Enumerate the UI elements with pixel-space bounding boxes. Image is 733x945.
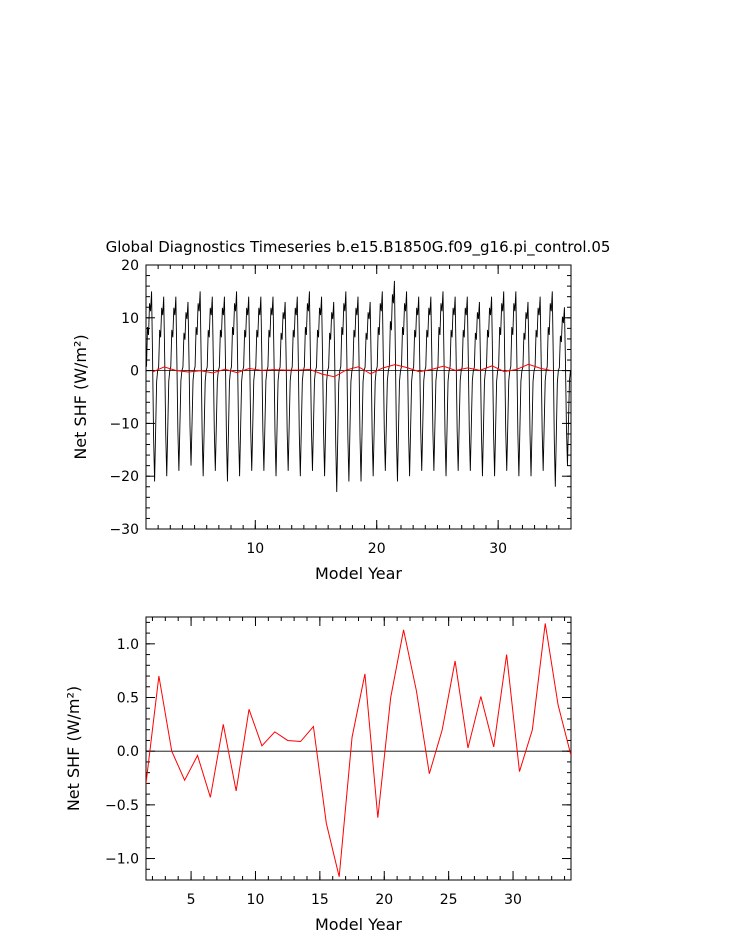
x-tick-label: 5: [186, 892, 196, 908]
x-tick-label: 20: [367, 541, 386, 557]
y-tick-label: −1.0: [105, 851, 139, 868]
y-tick-label: 10: [121, 310, 139, 327]
x-tick-label: 10: [246, 541, 265, 557]
x-axis-label: Model Year: [315, 564, 402, 583]
x-tick-label: 25: [439, 892, 458, 908]
y-tick-label: 20: [121, 258, 139, 274]
y-axis-label: Net SHF (W/m²): [64, 685, 83, 812]
top-panel: [71, 258, 571, 583]
x-tick-label: 30: [489, 541, 508, 557]
x-tick-label: 20: [375, 892, 394, 908]
y-tick-label: −30: [109, 522, 139, 538]
y-tick-label: 0.5: [116, 690, 139, 707]
y-tick-label: 0.0: [116, 744, 139, 761]
monthly-series-line: [147, 281, 571, 492]
y-tick-label: 1.0: [116, 636, 139, 653]
bottom-panel: [64, 617, 571, 934]
y-axis-label: Net SHF (W/m²): [71, 334, 90, 460]
chart-title: Global Diagnostics Timeseries b.e15.B1850G.f09_g16.pi_control.05: [105, 238, 611, 256]
y-tick-label: −20: [109, 469, 139, 486]
y-tick-label: −10: [109, 416, 139, 433]
y-tick-label: 0: [130, 363, 139, 380]
x-axis-label: Model Year: [315, 915, 402, 934]
annual-series-line: [146, 623, 571, 876]
x-tick-label: 30: [504, 892, 522, 908]
y-tick-label: −0.5: [105, 797, 139, 814]
x-tick-label: 15: [310, 892, 329, 908]
x-tick-label: 10: [246, 892, 265, 908]
